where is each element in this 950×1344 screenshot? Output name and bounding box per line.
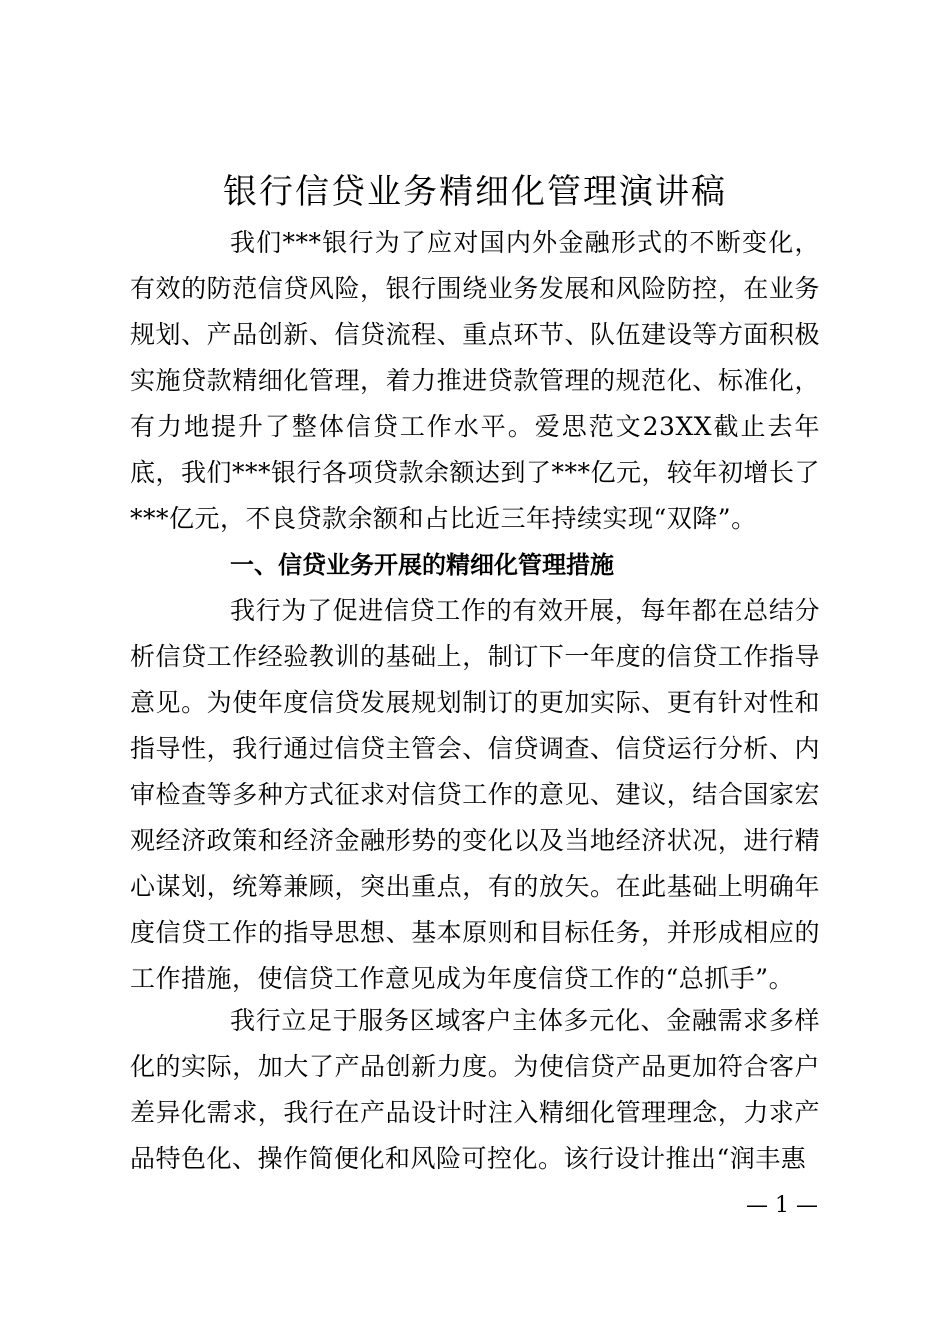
body-paragraph: 我行立足于服务区域客户主体多元化、金融需求多样化的实际，加大了产品创新力度。为使信贷产品更加符合客户差异化需求，我行在产品设计时注入精细化管理理念，力求产品特色化、操作简便化和风险可控化。该行设计推出“润丰惠 <box>130 1006 820 1173</box>
document-title: 银行信贷业务精细化管理演讲稿 <box>223 172 727 212</box>
section-heading: 一、信贷业务开展的精细化管理措施 <box>230 551 614 579</box>
body-paragraph: 我行为了促进信贷工作的有效开展，每年都在总结分析信贷工作经验教训的基础上，制订下一年度的信贷工作指导意见。为使年度信贷发展规划制订的更加实际、更有针对性和指导性，我行通过信贷主管会、信贷调查、信贷运行分析、内审检查等多种方式征求对信贷工作的意见、建议，结合国家宏观经济政策和经济金融形势的变化以及当地经济状况，进行精心谋划，统筹兼顾，突出重点，有的放矢。在此基础上明确年度信贷工作的指导思想、基本原则和目标任务，并形成相应的工作措施，使信贷工作意见成为年度信贷工作的“总抓手”。 <box>130 596 820 993</box>
page-number: — 1 — <box>746 1193 818 1218</box>
intro-paragraph: 我们***银行为了应对国内外金融形式的不断变化，有效的防范信贷风险，银行围绕业务发展和风险防控，在业务规划、产品创新、信贷流程、重点环节、队伍建设等方面积极实施贷款精细化管理，着力推进贷款管理的规范化、标准化，有力地提升了整体信贷工作水平。爱思范文23XX截止去年底，我们***银行各项贷款余额达到了***亿元，较年初增长了***亿元，不良贷款余额和占比近三年持续实现“双降”。 <box>130 228 821 533</box>
